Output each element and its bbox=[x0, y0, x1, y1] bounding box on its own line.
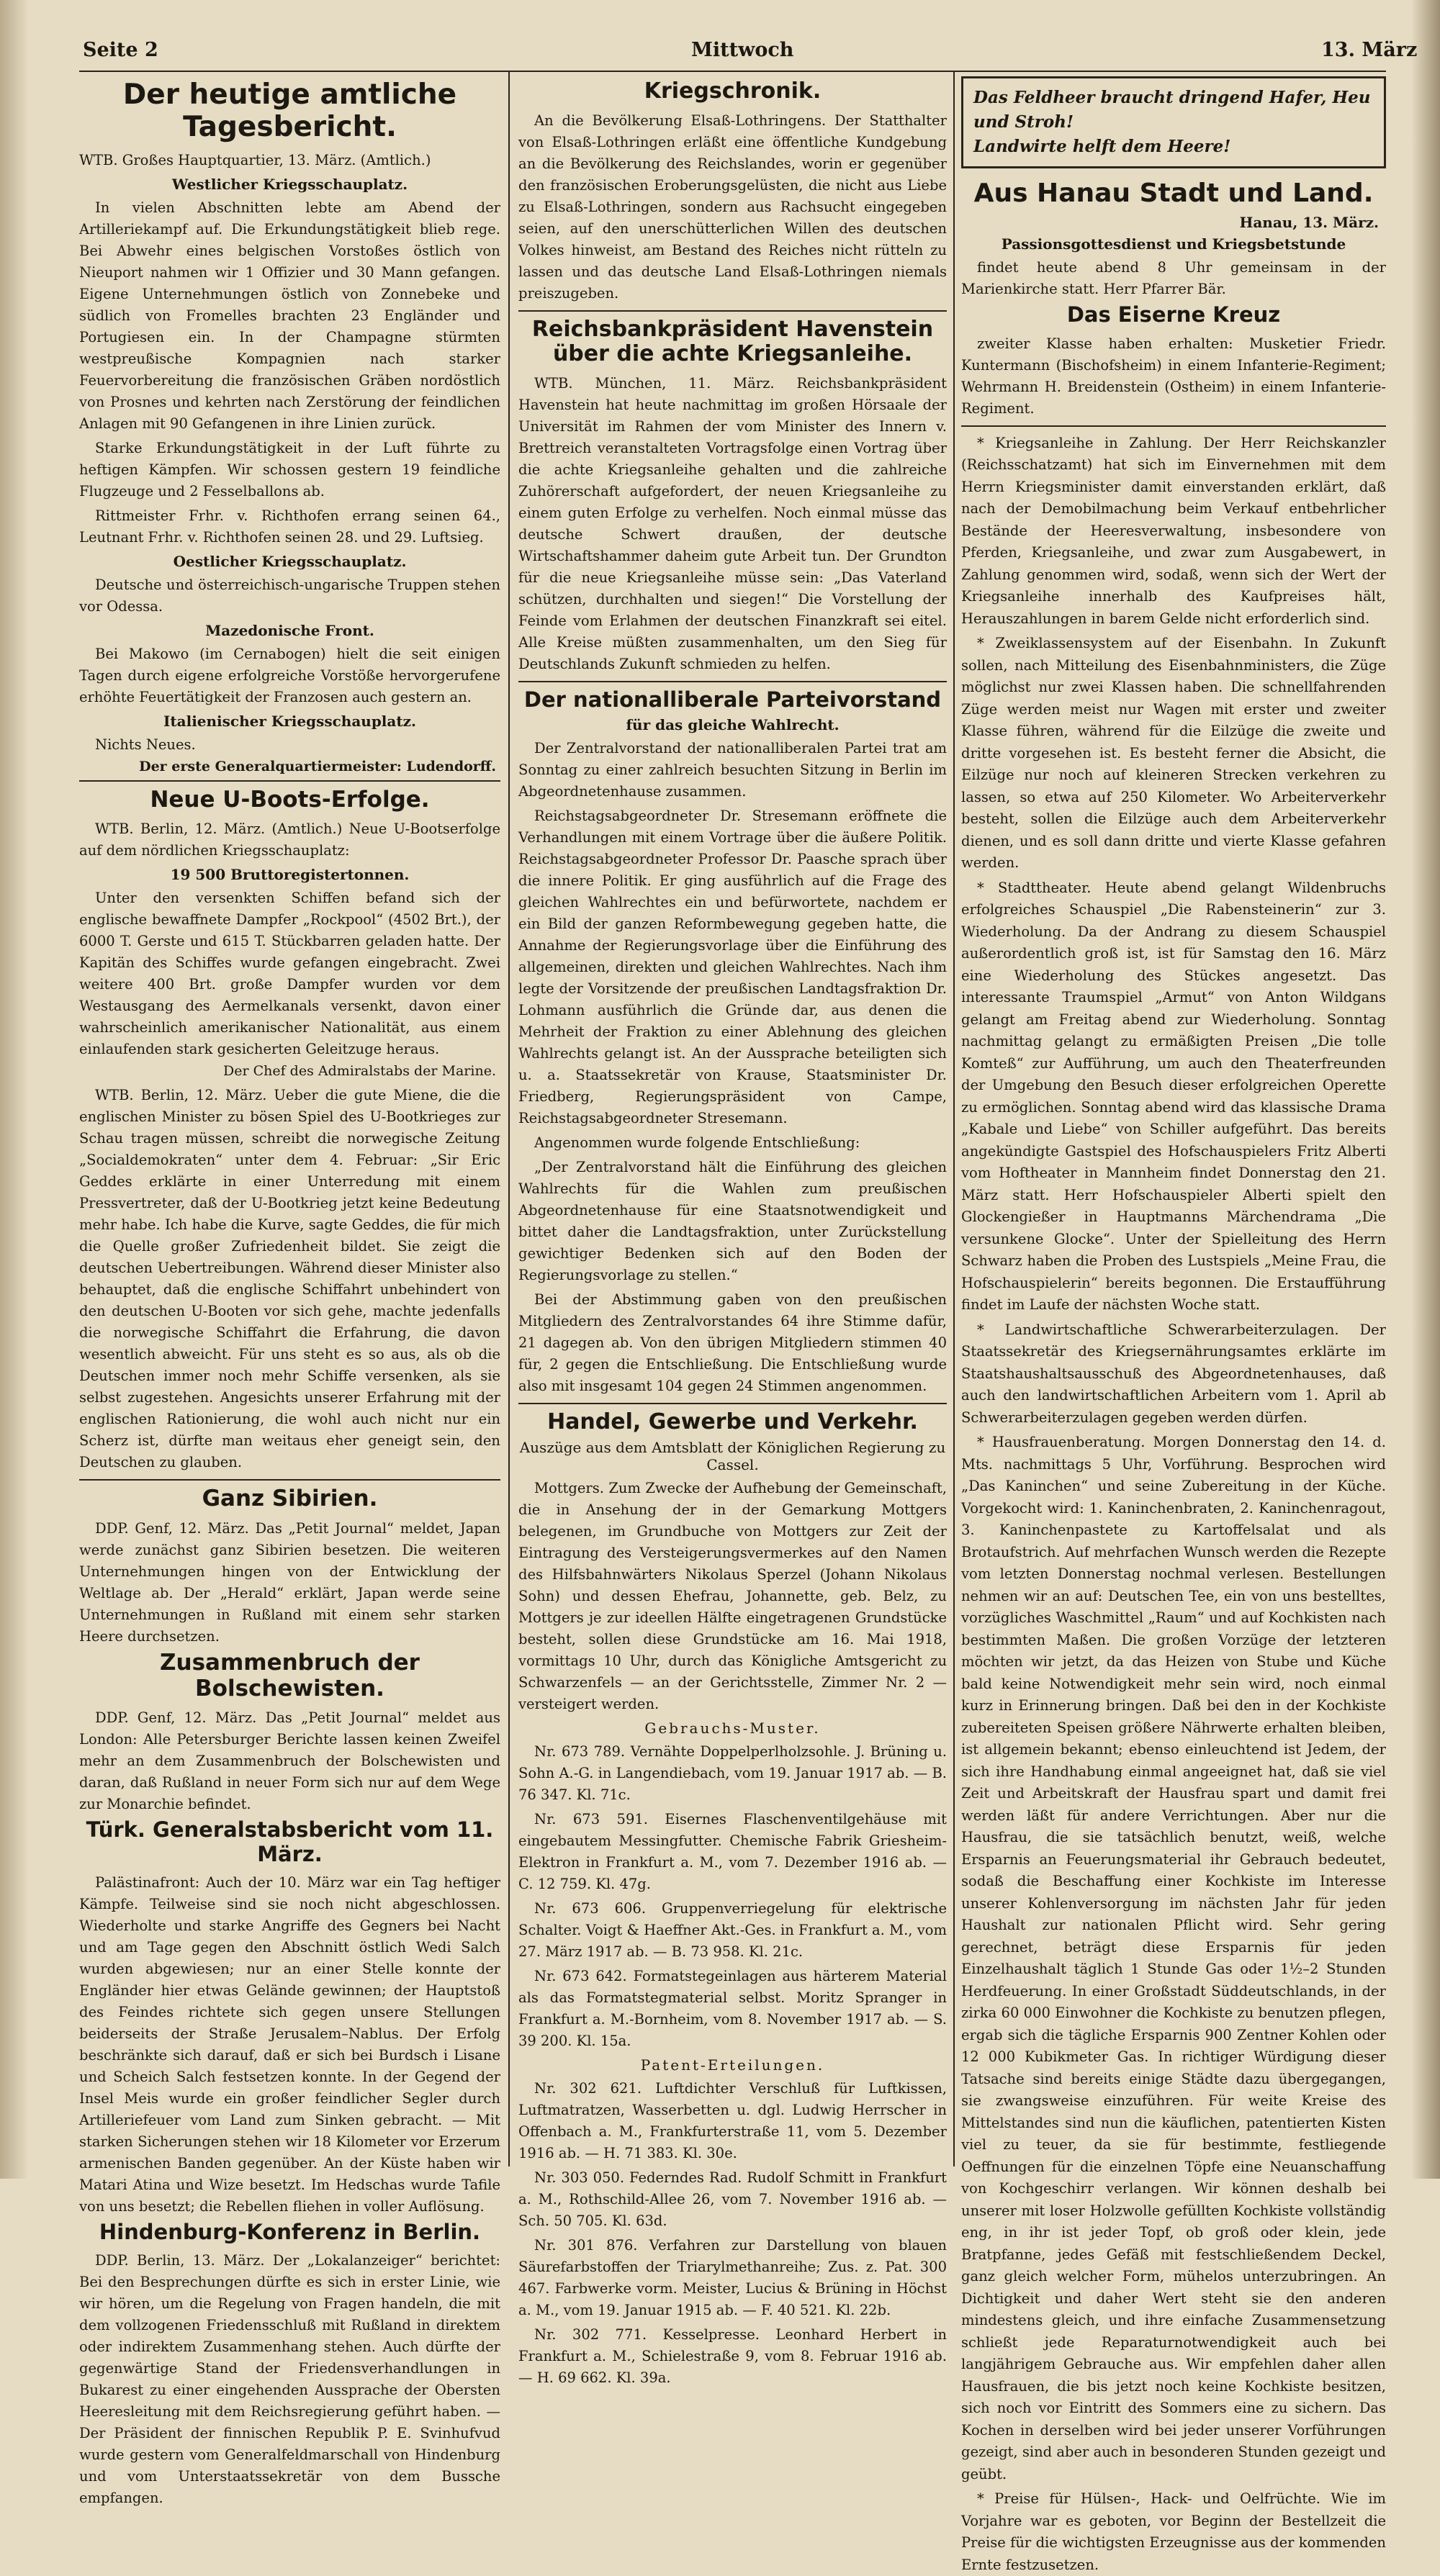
paragraph: Mottgers. Zum Zwecke der Aufhebung der Gemeinschaft, die in Ansehung der in der Gemarkung Mottgers belegenen, im Grundbuche von Mottgers zur Zeit der Eintragung des Versteigerungsvermerkes auf den Namen des Hilfsbahnwärters Nikolaus Sperzel (Johann Nikolaus Sohn) und dessen Ehefrau, Johannette, geb. Belz, zu Mottgers je zur ideellen Hälfte eingetragenen Grundstücke besteht, sollen diese Grundstücke am 16. Mai 1918, vormittags 10 Uhr, durch das Königliche Amtsgericht zu Schwarzenfels — an der Gerichtsstelle, Zimmer Nr. 2 — versteigert werden. bbox=[518, 1480, 947, 1713]
paragraph: DDP. Genf, 12. März. Das „Petit Journal“ meldet, Japan werde zunächst ganz Sibirien besetzen. Die weiteren Unternehmungen hingen von der Entwicklung der Weltlage ab. Der „Herald“ erklärt, Japan werde seine Unternehmungen in Rußland mit einem sehr starken Heere durchsetzen. bbox=[79, 1519, 500, 1645]
paragraph: DDP. Berlin, 13. März. Der „Lokalanzeiger“ berichtet: Bei den Besprechungen dürfte es sich in erster Linie, wie wir hören, um die Regelung von Fragen handeln, die mit dem vollzogenen Friedensschluß mit Rußland in direktem oder indirektem Zusammenhang stehen. Auch dürfte der gegenwärtige Stand der Friedensverhandlungen in Bukarest zu einer eingehenden Aussprache der Obersten Heeresleitung mit dem Reichsregierung geführt haben. — Der Präsident der finnischen Republik P. E. Svinhufvud wurde gestern vom Generalfeldmarschall von Hindenburg und vom Unterstaatssekretär von dem Bussche empfangen. bbox=[79, 2252, 500, 2507]
notice-line: Landwirte helft dem Heere! bbox=[973, 137, 1231, 156]
paragraph: * Landwirtschaftliche Schwerarbeiterzulagen. Der Staatssekretär des Kriegsernährungsamtes erklärte im Staatshaushaltsausschuß des Abgeordnetenhauses, daß auch den landwirtschaftlichen Arbeitern vom 1. April ab Schwerarbeiterzulagen gegeben werden dürfen. bbox=[961, 1321, 1386, 1426]
list-item: Nr. 303 050. Federndes Rad. Rudolf Schmitt in Frankfurt a. M., Rothschild-Allee 26, vom 7. November 1916 ab. — Sch. 50 705. Kl. 63d. bbox=[518, 2169, 947, 2230]
list-item: Nr. 673 606. Gruppenverriegelung für elektrische Schalter. Voigt & Haeffner Akt.-Ges. in Frankfurt a. M., vom 27. März 1917 ab. — B. 73 958. Kl. 21c. bbox=[518, 1900, 947, 1961]
paragraph: Angenommen wurde folgende Entschließung: bbox=[534, 1134, 860, 1151]
divider bbox=[961, 425, 1386, 427]
list-item: Nr. 673 642. Formatstegeinlagen aus härterem Material als das Formatstegmaterial selbst. Moritz Spranger in Frankfurt a. M.-Bornheim, vom 8. November 1917 ab. — S. 39 200. Kl. 15a. bbox=[518, 1968, 947, 2050]
paragraph: Deutsche und österreichisch-ungarische Truppen stehen vor Odessa. bbox=[79, 576, 500, 615]
page-fold-left bbox=[0, 0, 29, 2179]
paragraph: DDP. Genf, 12. März. Das „Petit Journal“ meldet aus London: Alle Petersburger Berichte lassen keinen Zweifel mehr an dem Zusammenbruch der Bolschewisten und daran, daß Rußland in neuer Form sich nur auf dem Wege zur Monarchie befindet. bbox=[79, 1709, 500, 1813]
signature: Der Chef des Admiralstabs der Marine. bbox=[222, 1063, 496, 1080]
article-title-war-chronicle: Kriegschronik. bbox=[644, 78, 822, 104]
date-header: 13. März bbox=[1321, 39, 1418, 61]
paragraph: „Der Zentralvorstand hält die Einführung des gleichen Wahlrechts für die Wahlen zum preußischen Abgeordnetenhause für eine Staatsnotwendigkeit und bittet daher die Landtagsfraktion, unter Zurückstellung gewichtiger Bedenken sich auf den Boden der Regierungsvorlage zu stellen.“ bbox=[518, 1158, 947, 1283]
section-macedonia: Mazedonische Front. bbox=[205, 621, 374, 639]
paragraph: Der Zentralvorstand der nationalliberalen Partei trat am Sonntag zu einer zahlreich besuchten Sitzung in Berlin im Abgeordnetenhause zusammen. bbox=[518, 739, 947, 800]
section-italy: Italienischer Kriegsschauplatz. bbox=[163, 712, 416, 730]
section-heading: Passionsgottesdienst und Kriegsbetstunde bbox=[1001, 235, 1346, 253]
list-item: Nr. 673 789. Vernähte Doppelperlholzsohle. J. Brüning u. Sohn A.-G. in Langendiebach, vom 19. Januar 1917 ab. — B. 76 347. Kl. 71c. bbox=[518, 1743, 947, 1804]
paragraph: * Stadttheater. Heute abend gelangt Wildenbruchs erfolgreiches Schauspiel „Die Rabensteinerin“ zur 3. Wiederholung. Da der Andrang zu diesem Schauspiel außerordentlich groß ist, ist für Samstag den 16. März eine Wiederholung des Stückes angesetzt. Das interessante Traumspiel „Armut“ von Anton Wildgans gelangt am Freitag abend zur Wiederholung. Sonntag nachmittag gelangt zu ermäßigten Preisen „Die tolle Komteß“ zur Aufführung, um auch den Theaterfreunden der Umgebung den Besuch dieser erfolgreichen Operette zu ermöglichen. Sonntag abend wird das klassische Drama „Kabale und Liebe“ von Schiller aufgeführt. Das bereits angekündigte Gastspiel des Hofschauspielers Fritz Alberti vom Hoftheater in Mannheim findet Donnerstag den 21. März statt. Herr Hofschauspieler Alberti spielt den Glockengießer in Hauptmanns Märchendrama „Die versunkene Glocke“. Unter der Spielleitung des Herrn Schwarz haben die Proben des Lustspiels „Meine Frau, die Hofschauspielerin“ bereits begonnen. Die Erstaufführung findet im Laufe der nächsten Woche statt. bbox=[961, 879, 1386, 1314]
paragraph: Bei Makowo (im Cernabogen) hielt die seit einigen Tagen durch eigene erfolgreiche Vorstöße hervorgerufene erhöhte Feuertätigkeit der Franzosen auch gestern an. bbox=[79, 645, 500, 705]
paragraph: In vielen Abschnitten lebte am Abend der Artilleriekampf auf. Die Erkundungstätigkeit blieb rege. Bei Abwehr eines belgischen Vorstoßes östlich von Nieuport nahmen wir 1 Offizier und 30 Mann gefangen. Eigene Unternehmungen östlich von Zonnebeke und südlich von Fromelles brachten 23 Engländer und Portugiesen ein. In der Champagne stürmten westpreußische Kompagnien nach starker Feuervorbereitung die französischen Gräben nordöstlich von Prosnes und kehrten nach Zerstörung der feindlichen Anlagen mit 90 Gefangenen in ihre Linien zurück. bbox=[79, 199, 500, 432]
article-title-local: Aus Hanau Stadt und Land. bbox=[973, 178, 1374, 208]
local-dateline: Hanau, 13. März. bbox=[1239, 214, 1379, 232]
weekday: Mittwoch bbox=[691, 39, 794, 61]
article-title-hindenburg: Hindenburg-Konferenz in Berlin. bbox=[99, 2219, 481, 2244]
article-title-turkish-report: Türk. Generalstabsbericht vom 11. März. bbox=[86, 1817, 494, 1866]
article-subtitle: Auszüge aus dem Amtsblatt der Königlichen Regierung zu Cassel. bbox=[519, 1439, 946, 1474]
list-item: Nr. 302 771. Kesselpresse. Leonhard Herbert in Frankfurt a. M., Schielestraße 9, vom 8. Februar 1916 ab. — H. 69 662. Kl. 39a. bbox=[518, 2326, 947, 2387]
list-item: Nr. 302 621. Luftdichter Verschluß für Luftkissen, Luftmatratzen, Wasserbetten u. dgl. Ludwig Herrscher in Offenbach a. M., Frankfurterstraße 11, vom 5. Dezember 1916 ab. — H. 71 383. Kl. 30e. bbox=[518, 2080, 947, 2162]
tonnage-heading: 19 500 Bruttoregistertonnen. bbox=[170, 866, 410, 884]
list-item: Nr. 301 876. Verfahren zur Darstellung von blauen Säurefarbstoffen der Triarylmethanreihe; Zus. z. Pat. 300 467. Farbwerke vorm. Meister, Lucius & Brüning in Höchst a. M., vom 19. Januar 1915 ab. — F. 40 521. Kl. 22b. bbox=[518, 2237, 947, 2319]
paragraph: WTB. Berlin, 12. März. (Amtlich.) Neue U-Bootserfolge auf dem nördlichen Kriegsschauplatz: bbox=[79, 821, 500, 859]
article-title-bolsheviks: Zusammenbruch der Bolschewisten. bbox=[160, 1649, 420, 1701]
page-number: Seite 2 bbox=[83, 39, 158, 61]
page-header bbox=[0, 6, 1440, 63]
notice-line: Das Feldheer braucht dringend Hafer, Heu und Stroh! bbox=[973, 88, 1371, 132]
divider bbox=[518, 1403, 947, 1404]
section-utility-models: Gebrauchs-Muster. bbox=[644, 1719, 821, 1737]
paragraph: Nichts Neues. bbox=[95, 736, 196, 753]
page-fold-right bbox=[1411, 0, 1440, 2179]
divider bbox=[79, 1479, 500, 1481]
header-rule bbox=[79, 71, 1386, 72]
column-2 bbox=[518, 76, 947, 2387]
paragraph: Rittmeister Frhr. v. Richthofen errang seinen 64., Leutnant Frhr. v. Richthofen seinen 28. und 29. Luftsieg. bbox=[79, 507, 500, 546]
column-rule-1 bbox=[508, 72, 510, 2166]
section-iron-cross: Das Eiserne Kreuz bbox=[1066, 302, 1281, 327]
section-east: Oestlicher Kriegsschauplatz. bbox=[173, 552, 407, 570]
paragraph: An die Bevölkerung Elsaß-Lothringens. Der Statthalter von Elsaß-Lothringen erläßt eine öffentliche Kundgebung an die Bevölkerung des Reichslandes, worin er gegenüber den französischen Eroberungsgelüsten, die nicht aus Liebe zu Elsaß-Lothringen, sondern aus Rachsucht eingegeben seien, auf den unerschütterlichen Willen des deutschen Volkes hinweist, am Bestand des Reiches nicht rütteln zu lassen und das deutsche Land Elsaß-Lothringen niemals preiszugeben. bbox=[518, 112, 947, 302]
paragraph: Bei der Abstimmung gaben von den preußischen Mitgliedern des Zentralvorstandes 64 ihre Stimme dafür, 21 dagegen ab. Von den übrigen Mitgliedern stimmen 40 für, 2 gegen die Entschließung. Die Entschließung wurde also mit insgesamt 104 gegen 24 Stimmen angenommen. bbox=[518, 1291, 947, 1394]
paragraph: * Kriegsanleihe in Zahlung. Der Herr Reichskanzler (Reichsschatzamt) hat sich im Einvernehmen mit dem Herrn Kriegsminister damit einverstanden erklärt, daß nach der Demobilmachung beim Verkauf entbehrlicher Bestände der Heeresverwaltung, insbesondere von Pferden, Kriegsanleihe, und zwar zum Ausgabewert, in Zahlung genommen wird, sodaß, wenn sich der Wert der Kriegsanleihe innerhalb des Kaufpreises hält, Herauszahlungen in barem Gelde nicht erforderlich sind. bbox=[961, 434, 1386, 627]
notice-box bbox=[961, 76, 1386, 168]
column-rule-2 bbox=[953, 72, 955, 2166]
divider bbox=[518, 681, 947, 682]
column-3 bbox=[961, 76, 1386, 2573]
paragraph: findet heute abend 8 Uhr gemeinsam in der Marienkirche statt. Herr Pfarrer Bär. bbox=[961, 259, 1386, 298]
paragraph: WTB. München, 11. März. Reichsbankpräsident Havenstein hat heute nachmittag im großen Hörsaale der Universität im Rahmen der vom Minister des Innern v. Brettreich veranstalteten Vortragsfolge einen Vortrag über die achte Kriegsanleihe gehalten und die zahlreiche Zuhörerschaft aufgefordert, der neuen Kriegsanleihe zu einem guten Erfolge zu verhelfen. Noch einmal müsse das deutsche Schwert draußen, der deutsche Wirtschaftshammer daheim gute Arbeit tun. Der Grundton für die neue Kriegsanleihe müsse sein: „Das Vaterland schützen, durchhalten und siegen!“ Die Vorstellung der Feinde vom Erlahmen der deutschen Finanzkraft sei eitel. Alle Kreise müßten zusammenhalten, um den Sieg für Deutschlands Zukunft schmieden zu helfen. bbox=[518, 374, 947, 672]
article-title-trade: Handel, Gewerbe und Verkehr. bbox=[547, 1409, 918, 1434]
list-item: Nr. 673 591. Eisernes Flaschenventilgehäuse mit eingebautem Messingfutter. Chemische Fabrik Griesheim-Elektron in Frankfurt a. M., vom 7. Dezember 1916 ab. — C. 12 759. Kl. 47g. bbox=[518, 1811, 947, 1893]
article-title-siberia: Ganz Sibirien. bbox=[202, 1486, 378, 1512]
paragraph: WTB. Berlin, 12. März. Ueber die gute Miene, die die englischen Minister zu bösen Spiel des U-Bootkrieges zur Schau tragen müssen, schreibt die norwegische Zeitung „Socialdemokraten“ unter dem 4. Februar: „Sir Eric Geddes erklärte in einer Unterredung mit einem Pressvertreter, daß der U-Bootkrieg jetzt keine Bedeutung mehr habe. Ich habe die Kurve, sagte Geddes, die für mich die Quelle großer Zufriedenheit bildet. Sie zeigt die deutschen Uebertreibungen. Während dieser Minister also behauptet, daß die englische Schiffahrt unbehindert von den deutschen U-Booten vor sich gehe, machte jedenfalls die norwegische Schiffahrt die Erfahrung, die davon wesentlich abweicht. Für uns steht es so aus, als ob die Deutschen immer noch mehr Schiffe versenken, als sie selbst zugestehen. Angesichts unserer Erfahrung mit der englischen Rationierung, die wohl auch nicht nur ein Scherz ist, dürfte man weitaus eher geneigt sein, den Deutschen zu glauben. bbox=[79, 1087, 500, 1471]
paragraph: * Zweiklassensystem auf der Eisenbahn. In Zukunft sollen, nach Mitteilung des Eisenbahnministers, die Züge möglichst nur zwei Klassen haben. Die schnellfahrenden Züge werden meist nur Wagen mit erster und zweiter Klasse führen, während für die Eilzüge die zweite und dritte vorgesehen ist. Es besteht ferner die Absicht, die Eilzüge nur noch auf kleineren Strecken verkehren zu lassen, so etwa auf 250 Kilometer. Wo Arbeiterverkehr besteht, sollen die Eilzüge auch dem Arbeiterverkehr dienen, und es soll dann dritte und vierte Klasse gefahren werden. bbox=[961, 635, 1386, 872]
article-subtitle: für das gleiche Wahlrecht. bbox=[626, 715, 840, 733]
signature: Der erste Generalquartiermeister: Ludendorff. bbox=[139, 758, 496, 774]
paragraph: * Preise für Hülsen-, Hack- und Oelfrüchte. Wie im Vorjahre war es geboten, vor Beginn der Bestellzeit die Preise für die wichtigsten Erzeugnisse aus der kommenden Ernte festzusetzen. bbox=[961, 2490, 1386, 2573]
section-patents: Patent-Erteilungen. bbox=[640, 2056, 825, 2074]
paragraph: * Hausfrauenberatung. Morgen Donnerstag den 14. d. Mts. nachmittags 5 Uhr, Vorführung. Besprochen wird „Das Kaninchen“ und seine Zubereitung in der Küche. Vorgekocht wird: 1. Kaninchenbraten, 2. Kaninchenragout, 3. Kaninchenpastete zu Kartoffelsalat und als Brotaufstrich. Auf mehrfachen Wunsch werden die Rezepte vom letzten Donnerstag nochmal verlesen. Bestellungen nehmen wir an auf: Deutschen Tee, ein von uns bestelltes, vorzügliches Waschmittel „Raum“ und auf Kochkisten nach bestimmten Maßen. Die großen Vorzüge der letzteren möchten wir jetzt, da das Heizen von Stube und Küche bald keine Notwendigkeit mehr sein wird, noch einmal kurz in Erinnerung bringen. Daß bei den in der Kochkiste zubereiteten Speisen größere Nährwerte erhalten bleiben, ist allgemein bekannt; ebenso einleuchtend ist Jedem, der sich ihre Handhabung einmal angeeignet hat, daß sie viel Zeit und Arbeitskraft der Hausfrau spart und damit frei werden läßt für andere Verrichtungen. Aber nur die Hausfrau, die sie tatsächlich benutzt, weiß, welche Ersparnis an Feuerungsmaterial ihr Gebrauch bedeutet, sodaß die Beschaffung einer Kochkiste im Interesse unserer Kohlenversorgung im nächsten Jahr für jeden Haushalt zur nationalen Pflicht wird. Sehr gering gerechnet, beträgt diese Ersparnis für jeden Einzelhaushalt täglich 1 Stunde Gas oder 1½–2 Stunden Herdfeuerung. In einer Großstadt Süddeutschlands, in der zirka 60 000 Einwohner die Kochkiste zu benutzen pflegen, ergab sich die tägliche Ersparnis 900 Zentner Kohlen oder 12 000 Kubikmeter Gas. In richtiger Würdigung dieser Tatsache sind bereits einige Städte dazu übergegangen, sie zwangsweise einzuführen. Für weite Kreise des Mittelstandes sind nun die käuflichen, patentierten Kisten viel zu teuer, da sie für bestimmte, festliegende Oeffnungen für die einzelnen Töpfe eine Neuanschaffung von Kochgeschirr verlangen. Wir können deshalb bei unserer mit loser Holzwolle gefüllten Kochkiste vollständig eng, in ihr ist jeder Topf, ob groß oder klein, jede Bratpfanne, jedes Gefäß mit festschließendem Deckel, ganz gleich welcher Form, mühelos unterzubringen. An Dichtigkeit und daher Wert steht sie den anderen mindestens gleich, und ihre einfache Zusammensetzung schließt jede Reparaturnotwendigkeit auch bei langjährigem Gebrauche aus. Wir empfehlen daher allen Hausfrauen, die bis jetzt noch keine Kochkiste besitzen, sich noch vor Eintritt des Sommers eine zu sichern. Das Kochen in derselben wird bei jeder unserer Vorführungen gezeigt, sind aber auch in besonderen Stunden gezeigt und geübt. bbox=[961, 1434, 1386, 2482]
column-1 bbox=[79, 76, 500, 2507]
paragraph: zweiter Klasse haben erhalten: Musketier Friedr. Kuntermann (Bischofsheim) in einem Infanterie-Regiment; Wehrmann H. Breidenstein (Ostheim) in einem Infanterie-Regiment. bbox=[961, 335, 1386, 417]
article-title-havenstein: Reichsbankpräsident Havenstein über die achte Kriegsanleihe. bbox=[531, 316, 934, 366]
divider bbox=[518, 310, 947, 312]
paragraph: Starke Erkundungstätigkeit in der Luft führte zu heftigen Kämpfen. Wir schossen gestern 19 feindliche Flugzeuge und 2 Fesselballons ab. bbox=[79, 439, 500, 500]
paragraph: Unter den versenkten Schiffen befand sich der englische bewaffnete Dampfer „Rockpool“ (4502 Brt.), der 6000 T. Gerste und 615 T. Stückbarren geladen hatte. Der Kapitän des Schiffes wurde gefangen eingebracht. Zwei weitere 400 Brt. große Dampfer wurden vor dem Westausgang des Aermelkanals versenkt, davon einer wahrscheinlich amerikanischer Nationalität, aus einem einlaufenden stark gesicherten Geleitzuge heraus. bbox=[79, 890, 500, 1058]
article-title-daily-report: Der heutige amtliche Tagesbericht. bbox=[122, 78, 457, 143]
article-title-uboat: Neue U-Boots-Erfolge. bbox=[150, 786, 430, 813]
paragraph: Palästinafront: Auch der 10. März war ein Tag heftiger Kämpfe. Teilweise sind sie noch nicht abgeschlossen. Wiederholte und starke Angriffe des Gegners bei Nacht und am Tage gegen den Abschnitt östlich Wedi Salch wurden abgewiesen; nur an einer Stelle konnte der Engländer hier etwas Gelände gewinnen; der Hauptstoß des Feindes richtete sich gegen unsere Stellungen beiderseits der Straße Jerusalem–Nablus. Der Erfolg beschränkte sich darauf, daß er sich bei Burdsch i Lisane und Scheich Salch festsetzen konnte. In der Gegend der Insel Meis wurde ein großer feindlicher Segler durch Artilleriefeuer vom Land zum Sinken gebracht. — Mit starken Sicherungen stehen wir 18 Kilometer vor Erzerum armenischen Banden gegenüber. An der Küste haben wir Matari Atina und Wize besetzt. Im Hedschas wurde Tafile von uns besetzt; die Rebellen fliehen in voller Auflösung. bbox=[79, 1874, 500, 2215]
paragraph: Reichstagsabgeordneter Dr. Stresemann eröffnete die Verhandlungen mit einem Vortrage über die äußere Politik. Reichstagsabgeordneter Professor Dr. Paasche sprach über die innere Politik. Er ging ausführlich auf die Frage des gleichen Wahlrechtes ein und befürwortete, nachdem er ein Bild der ganzen Reformbewegung gegeben hatte, die Annahme der Regierungsvorlage über die Einführung des allgemeinen, direkten und gleichen Wahlrechtes. Nach ihm legte der Vorsitzende der preußischen Landtagsfraktion Dr. Lohmann ausführlich die Gründe dar, aus denen die Mehrheit der Fraktion zu einer Ablehnung des gleichen Wahlrechts gelangt ist. An der Aussprache beteiligten sich u. a. Staatssekretär von Krause, Staatsminister Dr. Friedberg, Regierungspräsident von Campe, Reichstagsabgeordneter Stresemann. bbox=[518, 807, 947, 1126]
article-title-national-liberal: Der nationalliberale Parteivorstand bbox=[523, 687, 942, 712]
section-west: Westlicher Kriegsschauplatz. bbox=[171, 175, 408, 193]
dateline: WTB. Großes Hauptquartier, 13. März. (Amtlich.) bbox=[79, 151, 431, 168]
divider bbox=[79, 780, 500, 782]
